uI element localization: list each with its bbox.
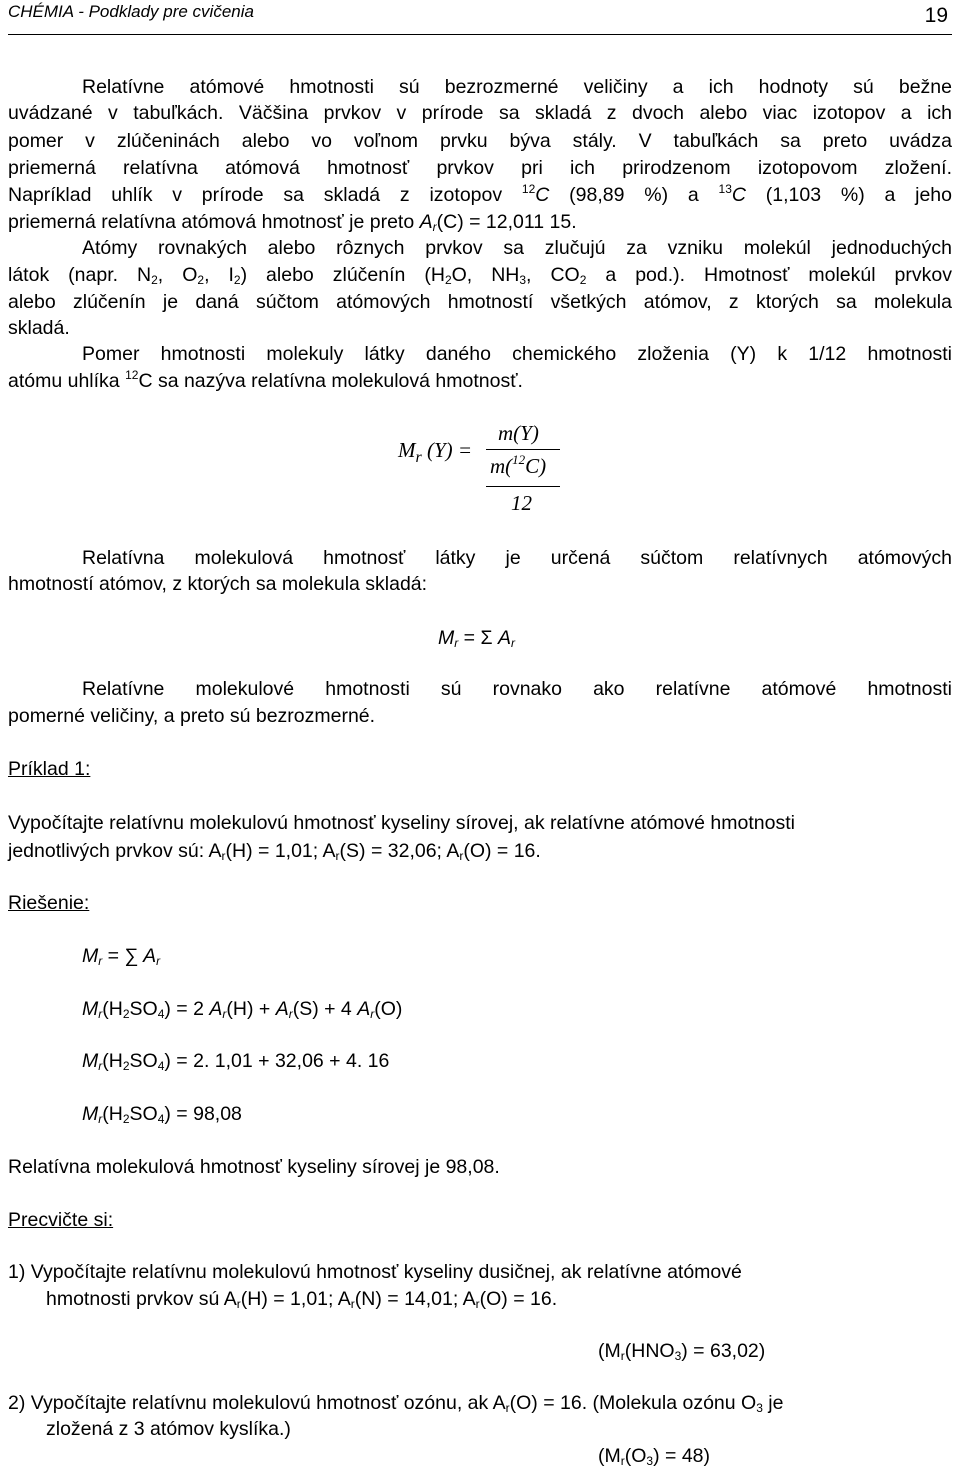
text-line: priemerná relatívna atómová hmotnosť prvkov pri ich prirodzenom izotopovom zložení.: [8, 157, 952, 179]
solution-step: $M_r(H_2SO_4) = 98,08$: [82, 1103, 242, 1126]
fraction-bar: [486, 449, 560, 450]
text-line: skladá.: [8, 317, 70, 339]
text-line: Pomer hmotnosti molekuly látky daného chemického zloženia (Y) k 1/12 hmotnosti: [82, 343, 952, 365]
exercise-2-answer: $(M_r(O_3) = 48)$: [598, 1445, 711, 1468]
text-line: pomerné veličiny, a preto sú bezrozmerné.: [8, 705, 376, 727]
page-number: 19: [924, 4, 948, 27]
conclusion: Relatívna molekulová hmotnosť kyseliny sírovej je 98,08.: [8, 1156, 500, 1178]
text-line: látok (napr. $N_2$, $O_2$, $I_2$) alebo zlúčenín ($H_2O$, $NH_3$, $CO_2$ a pod.). Hmotnosť molekúl prvkov: [8, 264, 952, 287]
example-heading: Príklad 1:: [8, 758, 91, 780]
solution-heading: Riešenie:: [8, 892, 90, 914]
header-title: CHÉMIA - Podklady pre cvičenia: [8, 2, 254, 21]
text-line: uvádzané v tabuľkách. Väčšina prvkov v prírode sa skladá z dvoch alebo viac izotopov a ich: [8, 102, 952, 124]
text-line: zložená z 3 atómov kyslíka.): [46, 1418, 291, 1440]
text-line: Relatívna molekulová hmotnosť látky je určená súčtom relatívnych atómových: [82, 547, 952, 569]
text-line: Vypočítajte relatívnu molekulovú hmotnosť kyseliny sírovej, ak relatívne atómové hmotnosti: [8, 812, 795, 834]
text-line: Atómy rovnakých alebo rôznych prvkov sa zlučujú za vzniku molekúl jednoduchých: [82, 237, 952, 259]
practice-heading: Precvičte si:: [8, 1209, 114, 1231]
text-line: atómu uhlíka $^{12}$C sa nazýva relatívna molekulová hmotnosť.: [8, 368, 523, 392]
exercise-1-answer: $(M_r(HNO_3) = 63,02)$: [598, 1340, 766, 1363]
text-line: Relatívne molekulové hmotnosti sú rovnako ako relatívne atómové hmotnosti: [82, 678, 952, 700]
text-line: Napríklad uhlík v prírode sa skladá z izotopov $^{12}$C (98,89 %) a $^{13}$C (1,103 %) a jeho: [8, 182, 952, 206]
fraction-bar: [486, 486, 560, 487]
text-line: priemerná relatívna atómová hmotnosť je preto $A_r(C) = 12,011$ 15.: [8, 211, 577, 234]
text-line: pomer v zlúčeninách alebo vo voľnom prvku býva stály. V tabuľkách sa preto uvádza: [8, 130, 952, 152]
solution-step: $M_r$ = ∑ $A_r$: [82, 945, 161, 968]
solution-step: $M_r(H_2SO_4) = 2$ $A_r(H) + A_r(S) + 4$ $A_r(O)$: [82, 998, 403, 1021]
text-line: Relatívne atómové hmotnosti sú bezrozmerné veličiny a ich hodnoty sú bežne: [82, 76, 952, 98]
solution-step: $M_r(H_2SO_4) = 2$. 1,01 + 32,06 + 4. 16: [82, 1050, 390, 1073]
page-header: [8, 0, 952, 35]
text-line: jednotlivých prvkov sú: $A_r(H) = 1,01$; $A_r(S) = 32,06$; $A_r(O) = 16$.: [8, 840, 541, 863]
exercise-1: 1) Vypočítajte relatívnu molekulovú hmotnosť kyseliny dusičnej, ak relatívne atómové: [8, 1261, 742, 1283]
text-line: hmotností atómov, z ktorých sa molekula skladá:: [8, 573, 428, 595]
exercise-2: 2) Vypočítajte relatívnu molekulovú hmotnosť ozónu, ak $A_r(O) = 16$. (Molekula ozónu $O_3$ je: [8, 1392, 784, 1415]
text-line: alebo zlúčenín je daná súčtom atómových hmotností všetkých atómov, z ktorých sa molekula: [8, 291, 952, 313]
sum-formula: $M_r = \Sigma$ $A_r$: [438, 627, 515, 650]
text-line: hmotnosti prvkov sú $A_r(H) = 1,01$; $A_r(N) = 14,01$; $A_r(O) = 16$.: [46, 1288, 558, 1311]
